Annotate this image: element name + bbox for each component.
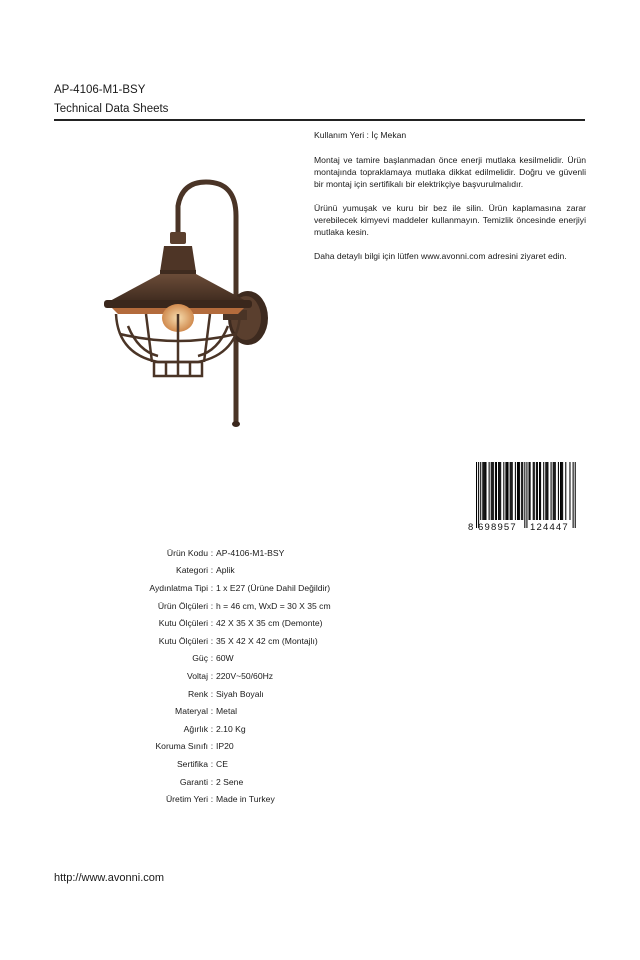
barcode-bar (547, 462, 548, 520)
header-divider (54, 119, 585, 121)
barcode-bar (499, 462, 500, 520)
spec-value: 2.10 Kg (216, 723, 246, 734)
spec-label: Aydınlatma Tipi (149, 582, 208, 593)
barcode-bar (493, 462, 494, 520)
spec-value: 60W (216, 653, 234, 664)
header-product-code: AP-4106-M1-BSY (54, 84, 146, 96)
barcode-bar (526, 462, 527, 528)
spec-row (100, 597, 456, 615)
spec-label: Renk (187, 688, 208, 699)
spec-row (100, 650, 456, 668)
barcode-bar (476, 462, 477, 528)
barcode-digits-right: 124447 (530, 522, 569, 532)
barcode-bar (539, 462, 540, 520)
barcode-bar (562, 462, 563, 520)
barcode-bar (478, 462, 479, 528)
barcode-bar (518, 462, 519, 520)
spec-separator: : (210, 600, 214, 611)
barcode-digits-left: 698957 (478, 522, 517, 532)
barcode-bar (491, 462, 492, 520)
spec-row (100, 738, 456, 756)
spec-separator: : (210, 794, 214, 805)
barcode-bar (575, 462, 576, 528)
barcode-bar (489, 462, 490, 520)
header-subtitle: Technical Data Sheets (54, 103, 169, 115)
barcode-bar (524, 462, 525, 528)
spec-value: Aplik (216, 565, 235, 576)
spec-separator: : (210, 653, 214, 664)
barcode-bar (573, 462, 574, 528)
barcode-bar (517, 462, 518, 520)
barcode-bar (546, 462, 547, 520)
spec-label: Kutu Ölçüleri (158, 618, 208, 629)
spec-separator: : (210, 635, 214, 646)
spec-row (100, 755, 456, 773)
barcode-bar (512, 462, 513, 520)
barcode-bar (484, 462, 485, 520)
spec-label: Ürün Ölçüleri (157, 600, 208, 611)
usage-location: Kullanım Yeri : İç Mekan (314, 130, 407, 140)
barcode-bar (496, 462, 497, 520)
barcode-bar (543, 462, 544, 520)
spec-separator: : (210, 670, 214, 681)
barcode-bar (495, 462, 496, 520)
spec-row (100, 562, 456, 580)
spec-value: 220V~50/60Hz (216, 670, 274, 681)
spec-value: 1 x E27 (Ürüne Dahil Değildir) (216, 582, 331, 593)
spec-label: Koruma Sınıfı (155, 741, 208, 752)
specifications-table (100, 544, 456, 808)
barcode-bar (537, 462, 538, 520)
spec-label: Materyal (175, 706, 208, 717)
barcode-bar (483, 462, 484, 520)
spec-label: Garanti (179, 776, 208, 787)
barcode-bar (505, 462, 506, 520)
barcode-bar (553, 462, 554, 520)
spec-separator: : (210, 582, 214, 593)
spec-row (100, 720, 456, 738)
spec-row (100, 544, 456, 562)
barcode-bar (555, 462, 556, 520)
barcode-bar (545, 462, 546, 520)
barcode-bar (551, 462, 552, 520)
installation-warning: Montaj ve tamire başlanmadan önce enerji mutlaka kesilmelidir. Ürün montajında topraklamaya mutlaka dikkat edilmelidir. Doğru ve güvenli bir montaj için sertifikalı bir elektrikçiye başvurulmalıdır. (314, 155, 586, 189)
barcode-bar (534, 462, 535, 520)
barcode-bar (521, 462, 522, 520)
spec-row (100, 702, 456, 720)
spec-separator: : (210, 547, 214, 558)
spec-value: IP20 (216, 741, 234, 752)
spec-row (100, 632, 456, 650)
spec-row (100, 667, 456, 685)
spec-value: 35 X 42 X 42 cm (Montajlı) (216, 635, 318, 646)
description-block (314, 129, 586, 274)
spec-label: Kategori (175, 565, 208, 576)
barcode-bar (530, 462, 531, 520)
barcode-bar (503, 462, 504, 520)
spec-value: Made in Turkey (216, 794, 275, 805)
barcode-bar (565, 462, 566, 520)
barcode-bar (511, 462, 512, 520)
barcode-bar (485, 462, 486, 520)
spec-row (100, 790, 456, 808)
spec-row (100, 773, 456, 791)
barcode-bar (510, 462, 511, 520)
spec-separator: : (210, 565, 214, 576)
barcode-bar (540, 462, 541, 520)
barcode-bar (522, 462, 523, 520)
spec-separator: : (210, 723, 214, 734)
barcode-bar (536, 462, 537, 520)
barcode-bar (533, 462, 534, 520)
wall-lamp-image (98, 176, 278, 431)
barcode-bar (482, 462, 483, 520)
cleaning-instructions: Ürünü yumuşak ve kuru bir bez ile silin. Ürün kaplamasına zarar verebilecek kimyevi maddeler kullanmayın. Temizlik öncesinde enerjiyi mutlaka kesin. (314, 203, 586, 237)
spec-label: Ürün Kodu (166, 547, 208, 558)
spec-separator: : (210, 741, 214, 752)
spec-row (100, 579, 456, 597)
spec-value: 42 X 35 X 35 cm (Demonte) (216, 618, 323, 629)
product-barcode (467, 462, 585, 532)
spec-value: CE (216, 758, 228, 769)
barcode-bar (492, 462, 493, 520)
spec-value: Siyah Boyalı (216, 688, 264, 699)
spec-separator: : (210, 758, 214, 769)
barcode-bar (558, 462, 559, 520)
spec-label: Kutu Ölçüleri (158, 635, 208, 646)
spec-value: 2 Sene (216, 776, 244, 787)
barcode-bar (519, 462, 520, 520)
barcode-digit-first: 8 (468, 522, 474, 532)
spec-label: Sertifika (176, 758, 208, 769)
barcode-bar (506, 462, 507, 520)
barcode-bar (508, 462, 509, 520)
barcode-bar (515, 462, 516, 520)
spec-label: Voltaj (186, 670, 208, 681)
barcode-bar (529, 462, 530, 520)
spec-value: Metal (216, 706, 238, 717)
barcode-bar (500, 462, 501, 520)
spec-separator: : (210, 618, 214, 629)
spec-row (100, 685, 456, 703)
website-info: Daha detaylı bilgi için lütfen www.avonni.com adresini ziyaret edin. (314, 251, 567, 261)
barcode-bar (498, 462, 499, 520)
spec-row (100, 614, 456, 632)
footer-website-url[interactable]: http://www.avonni.com (54, 872, 165, 884)
spec-separator: : (210, 706, 214, 717)
spec-label: Güç (192, 653, 208, 664)
spec-value: AP-4106-M1-BSY (216, 547, 285, 558)
barcode-bar (480, 462, 481, 520)
barcode-bar (569, 462, 570, 520)
barcode-bar (554, 462, 555, 520)
spec-separator: : (210, 776, 214, 787)
spec-label: Üretim Yeri (165, 794, 208, 805)
barcode-bar (561, 462, 562, 520)
spec-separator: : (210, 688, 214, 699)
spec-label: Ağırlık (183, 723, 208, 734)
spec-value: h = 46 cm, WxD = 30 X 35 cm (216, 600, 331, 611)
barcode-bar (560, 462, 561, 520)
